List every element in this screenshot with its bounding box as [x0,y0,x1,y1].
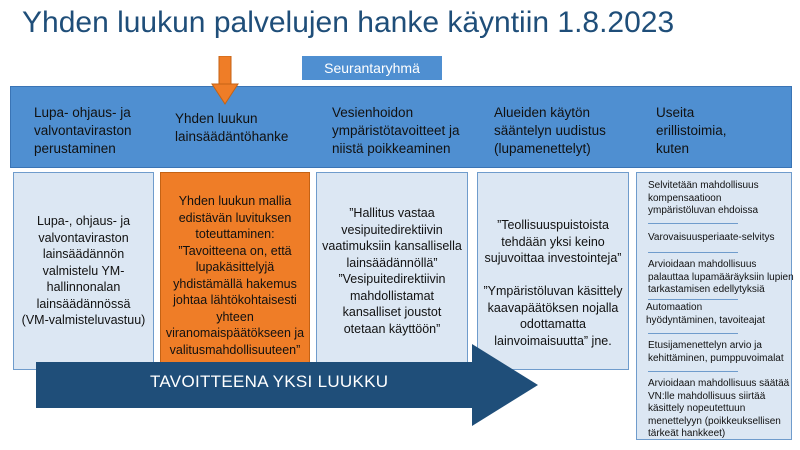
list-item: Varovaisuusperiaate-selvitys [648,232,775,243]
box-water-targets: ”Hallitus vastaa vesipuitedirektiivin vaatimuksiin kansallisella lainsäädännöllä” ”Vesipuitedirektiivin mahdollistamat kansalliset joustot otetaan käyttöön” [316,172,468,370]
list-item: Etusijamenettelyn arvio ja kehittäminen, pumppuvoimalat [648,340,784,364]
list-item: Arvioidaan mahdollisuus palauttaa lupamääräyksiin lupien tarkastamisen edellytyksiä [648,259,794,295]
box-land-use: ”Teollisuuspuistoista tehdään yksi keino sujuvoittaa investointeja” ”Ympäristöluvan käsittely kaavapäätöksen nojalla odottamatta lainvoimaisuutta” jne. [477,172,629,370]
goal-arrow-label: TAVOITTEENA YKSI LUUKKU [150,372,389,391]
list-item: Automaation hyödyntäminen, tavoiteajat [646,302,765,326]
band-item-water-targets: Vesienhoidon ympäristötavoitteet ja niistä poikkeaminen [332,105,460,156]
list-item: Selvitetään mahdollisuus kompensaatioon ympäristöluvan ehdoissa [648,180,759,216]
band-item-authority: Lupa- ohjaus- ja valvontaviraston perustaminen [34,105,132,156]
band-item-land-use: Alueiden käytön sääntelyn uudistus (lupamenettelyt) [494,105,606,156]
band-item-separate-actions: Useita erillistoimia, kuten [656,105,727,156]
down-arrow-icon [211,56,239,106]
monitoring-group-label: Seurantaryhmä [302,56,442,80]
divider [648,223,738,224]
list-item: Arvioidaan mahdollisuus säätää VN:lle mahdollisuus siirtää käsittely nopeutettuun menettelyyn (poikkeuksellisen tärkeät hankkeet) [648,378,790,439]
divider [648,333,738,334]
divider [648,371,738,372]
box-one-stop-legislation: Yhden luukun mallia edistävän luvituksen toteuttaminen: ”Tavoitteena on, että lupakäsittelyjä yhdistämällä hakemus johtaa lähtökohtaisesti yhteen viranomaispäätökseen ja valitusmahdollisuuteen” [160,172,310,370]
page-title: Yhden luukun palvelujen hanke käyntiin 1.8.2023 [22,6,675,39]
band-item-one-stop-legislation: Yhden luukun lainsäädäntöhanke [175,111,289,144]
divider [648,252,738,253]
box-authority: Lupa-, ohjaus- ja valvontaviraston lainsäädännön valmistelu YM- hallinnonalan lainsäädännössä (VM-valmisteluvastuu) [13,172,154,370]
divider [648,299,738,300]
